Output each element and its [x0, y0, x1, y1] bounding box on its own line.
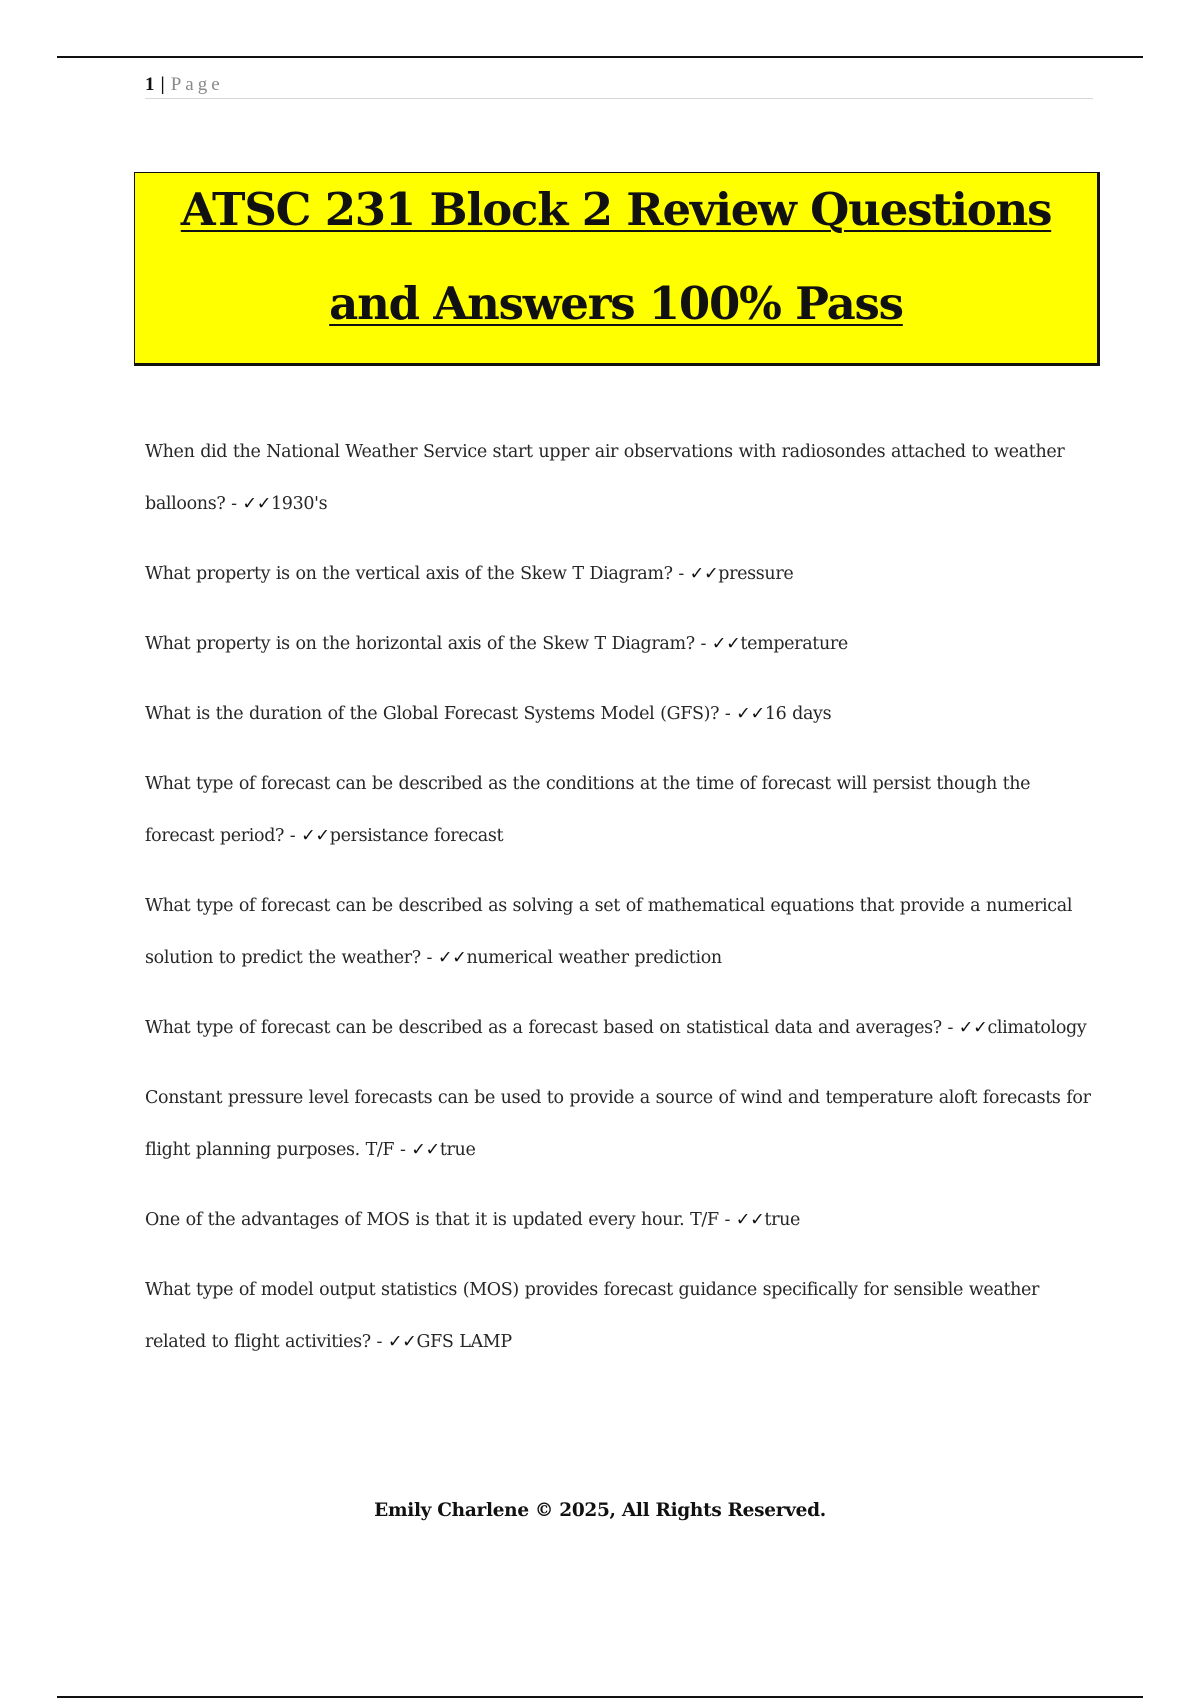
checkmark-icon: ✓✓: [711, 634, 741, 654]
title-line-1-text: ATSC 231 Block 2 Review Questions: [180, 183, 1052, 236]
checkmark-icon: ✓✓: [689, 564, 719, 584]
page-separator: |: [160, 74, 165, 95]
answer-text: true: [439, 1140, 476, 1160]
question-text: What type of model output statistics (MOS) provides forecast guidance specifically for sensible weather related to flight activities? -: [145, 1280, 1040, 1352]
answer-text: pressure: [718, 564, 794, 584]
answer-text: 16 days: [764, 704, 832, 724]
question-text: When did the National Weather Service start upper air observations with radiosondes attached to weather balloons? -: [145, 442, 1065, 514]
answer-text: 1930's: [271, 494, 328, 514]
qa-item: [145, 618, 1100, 670]
qa-item: [145, 1002, 1100, 1054]
checkmark-icon: ✓✓: [242, 494, 272, 514]
qa-item: [145, 426, 1100, 530]
qa-item: [145, 548, 1100, 600]
question-text: What type of forecast can be described as a forecast based on statistical data and averages? -: [145, 1018, 959, 1038]
checkmark-icon: ✓✓: [958, 1018, 988, 1038]
page-header: [145, 72, 1093, 99]
question-text: Constant pressure level forecasts can be used to provide a source of wind and temperature aloft forecasts for flight planning purposes. T/F -: [145, 1088, 1091, 1160]
title-line-2: [135, 277, 1097, 330]
answer-text: true: [764, 1210, 801, 1230]
page-label: Page: [170, 74, 224, 95]
qa-item: [145, 758, 1100, 862]
title-line-1: [135, 183, 1097, 236]
answer-text: climatology: [987, 1018, 1087, 1038]
copyright-footer: Emily Charlene © 2025, All Rights Reserved.: [374, 1500, 826, 1521]
bottom-rule: [57, 1696, 1143, 1698]
question-text: What is the duration of the Global Forecast Systems Model (GFS)? -: [145, 704, 737, 724]
question-text: What property is on the vertical axis of the Skew T Diagram? -: [145, 564, 690, 584]
checkmark-icon: ✓✓: [437, 948, 467, 968]
checkmark-icon: ✓✓: [301, 826, 330, 846]
answer-text: numerical weather prediction: [466, 948, 722, 968]
title-box: [134, 172, 1100, 366]
checkmark-icon: ✓✓: [387, 1332, 417, 1352]
answer-text: GFS LAMP: [416, 1332, 512, 1352]
page-number: 1: [145, 74, 155, 95]
question-text: What type of forecast can be described as solving a set of mathematical equations that provide a numerical solution to predict the weather? -: [145, 896, 1073, 968]
qa-item: [145, 880, 1100, 984]
top-rule: [57, 56, 1143, 58]
question-text: What type of forecast can be described as the conditions at the time of forecast will persist though the forecast period? -: [145, 774, 1031, 846]
checkmark-icon: ✓✓: [736, 704, 765, 724]
qa-list: [145, 426, 1100, 1386]
qa-item: [145, 1194, 1100, 1246]
title-line-2-text: and Answers 100% Pass: [329, 277, 903, 330]
question-text: One of the advantages of MOS is that it is updated every hour. T/F -: [145, 1210, 736, 1230]
qa-item: [145, 688, 1100, 740]
answer-text: temperature: [740, 634, 848, 654]
answer-text: persistance forecast: [329, 826, 504, 846]
qa-item: [145, 1264, 1100, 1368]
checkmark-icon: ✓✓: [411, 1140, 440, 1160]
checkmark-icon: ✓✓: [735, 1210, 765, 1230]
question-text: What property is on the horizontal axis of the Skew T Diagram? -: [145, 634, 712, 654]
qa-item: [145, 1072, 1100, 1176]
